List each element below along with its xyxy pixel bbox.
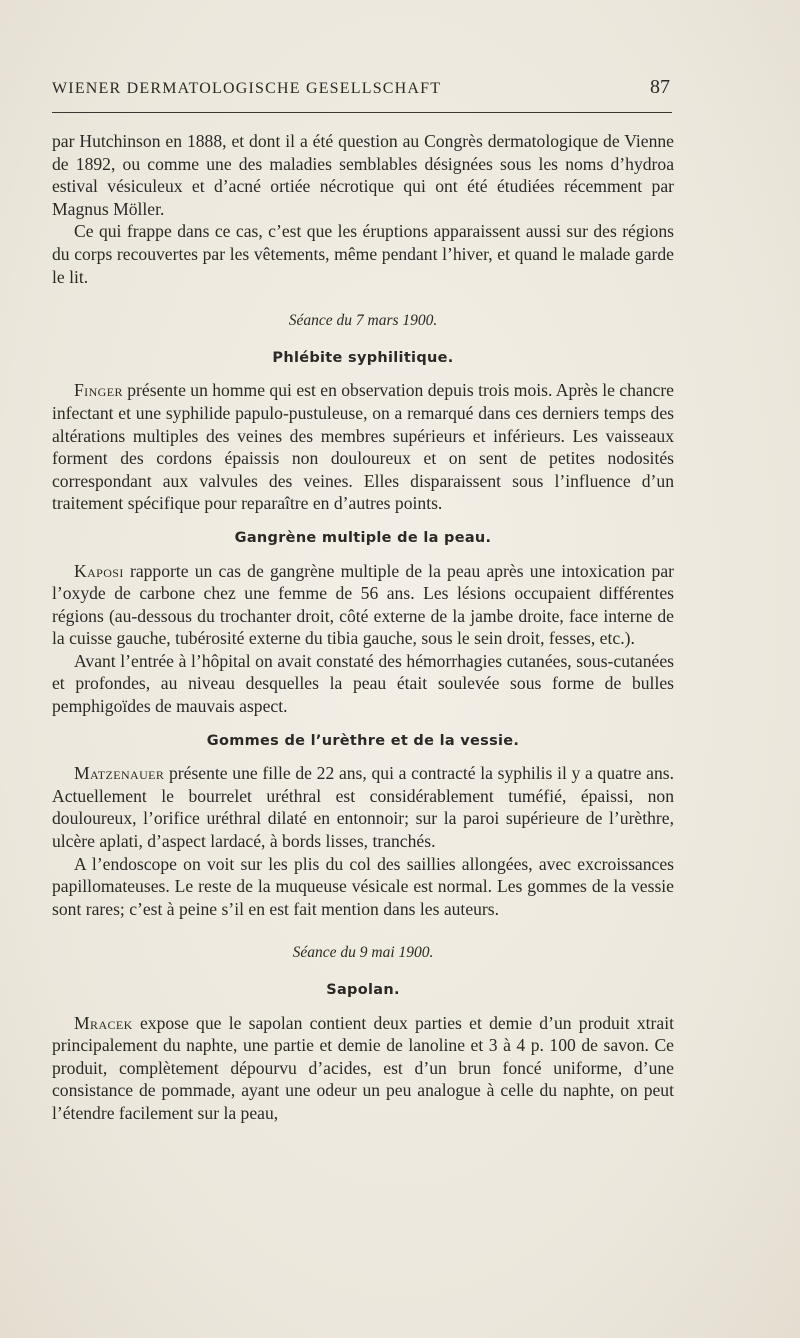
paragraph-text: expose que le sapolan contient deux parties et demie d’un produit xtrait principalement du naphte, une partie et demie de lanoline et 3 à 4 p. 100 de savon. Ce produit, complètement dépourvu d’acides, est d’un brun foncé uniforme, d’une consistance de pommade, ayant une odeur un peu analogue à celle du naphte, on peut l’étendre facilement sur la peau,	[52, 1012, 674, 1123]
paragraph-text: rapporte un cas de gangrène multiple de la peau après une intoxication par l’oxyde de carbone chez une femme de 56 ans. Les lésions occupaient différentes régions (au-dessous du trochanter droit, côté externe de la jambe droite, face interne de la cuisse gauche, tubérosité externe du tibia gauche, sous le sein droit, fesses, etc.).	[52, 560, 674, 649]
page-number: 87	[650, 76, 670, 98]
header-rule	[52, 112, 672, 113]
author-name: Kaposi	[74, 560, 124, 581]
section-title: Phlébite syphilitique.	[272, 349, 454, 366]
paragraph: A l’endoscope on voit sur les plis du col des saillies allongées, avec excroissances papillomateuses. Le reste de la muqueuse vésicale est normal. Les gommes de la vessie sont rares; c’est à peine s’il en est fait mention dans les auteurs.	[52, 853, 674, 919]
paragraph: par Hutchinson en 1888, et dont il a été question au Congrès dermatologique de Vienne de 1892, ou comme une des maladies semblables désignées sous les noms d’hydroa estival vésiculeux et d’acné ortiée nécrotique qui ont été étudiées récemment par Magnus Möller.	[52, 131, 674, 219]
paragraph: Avant l’entrée à l’hôpital on avait constaté des hémorrhagies cutanées, sous-cutanées et profondes, au niveau desquelles la peau était soulevée sous forme de bulles pemphigoïdes de mauvais aspect.	[52, 650, 674, 717]
paragraph-text: présente un homme qui est en observation depuis trois mois. Après le chancre infectant et une syphilide papulo-pustuleuse, on a remarqué dans ces derniers temps des altérations multiples des veines des membres supérieurs et inférieurs. Les vaisseaux forment des cordons épaissis non douloureux et on sent de petites nodosités correspondant aux valvules des veines. Elles disparaissent sous l’influence d’un traitement spécifique pour reparaître en d’autres points.	[52, 380, 674, 514]
body-text	[52, 130, 674, 1125]
section-title: Sapolan.	[326, 982, 400, 998]
author-name: Matzenauer	[74, 763, 165, 784]
section-title: Gangrène multiple de la peau.	[234, 529, 492, 546]
author-name: Finger	[74, 380, 123, 401]
paragraph-text: présente une fille de 22 ans, qui a contracté la syphilis il y a quatre ans. Actuellement le bourrelet uréthral est considérablement tuméfié, épaissi, non douloureux, l’orifice uréthral dilaté en entonnoir; sur la paroi supérieure de l’urèthre, ulcère aplati, d’aspect lardacé, à bords lisses, tranchés.	[52, 763, 674, 852]
paragraph	[52, 560, 674, 650]
running-title: WIENER DERMATOLOGISCHE GESELLSCHAFT	[52, 80, 442, 97]
section-title: Gommes de l’urèthre et de la vessie.	[206, 732, 520, 749]
session-date: Séance du 7 mars 1900.	[288, 312, 438, 330]
running-header	[52, 76, 670, 99]
session-date: Séance du 9 mai 1900.	[292, 944, 434, 962]
paragraph	[52, 379, 674, 515]
paragraph	[52, 1012, 674, 1125]
paragraph: Ce qui frappe dans ce cas, c’est que les éruptions apparaissent aussi sur des régions du corps recouvertes par les vêtements, même pendant l’hiver, et quand le malade garde le lit.	[52, 221, 674, 287]
paragraph	[52, 762, 674, 852]
author-name: Mracek	[74, 1012, 133, 1033]
